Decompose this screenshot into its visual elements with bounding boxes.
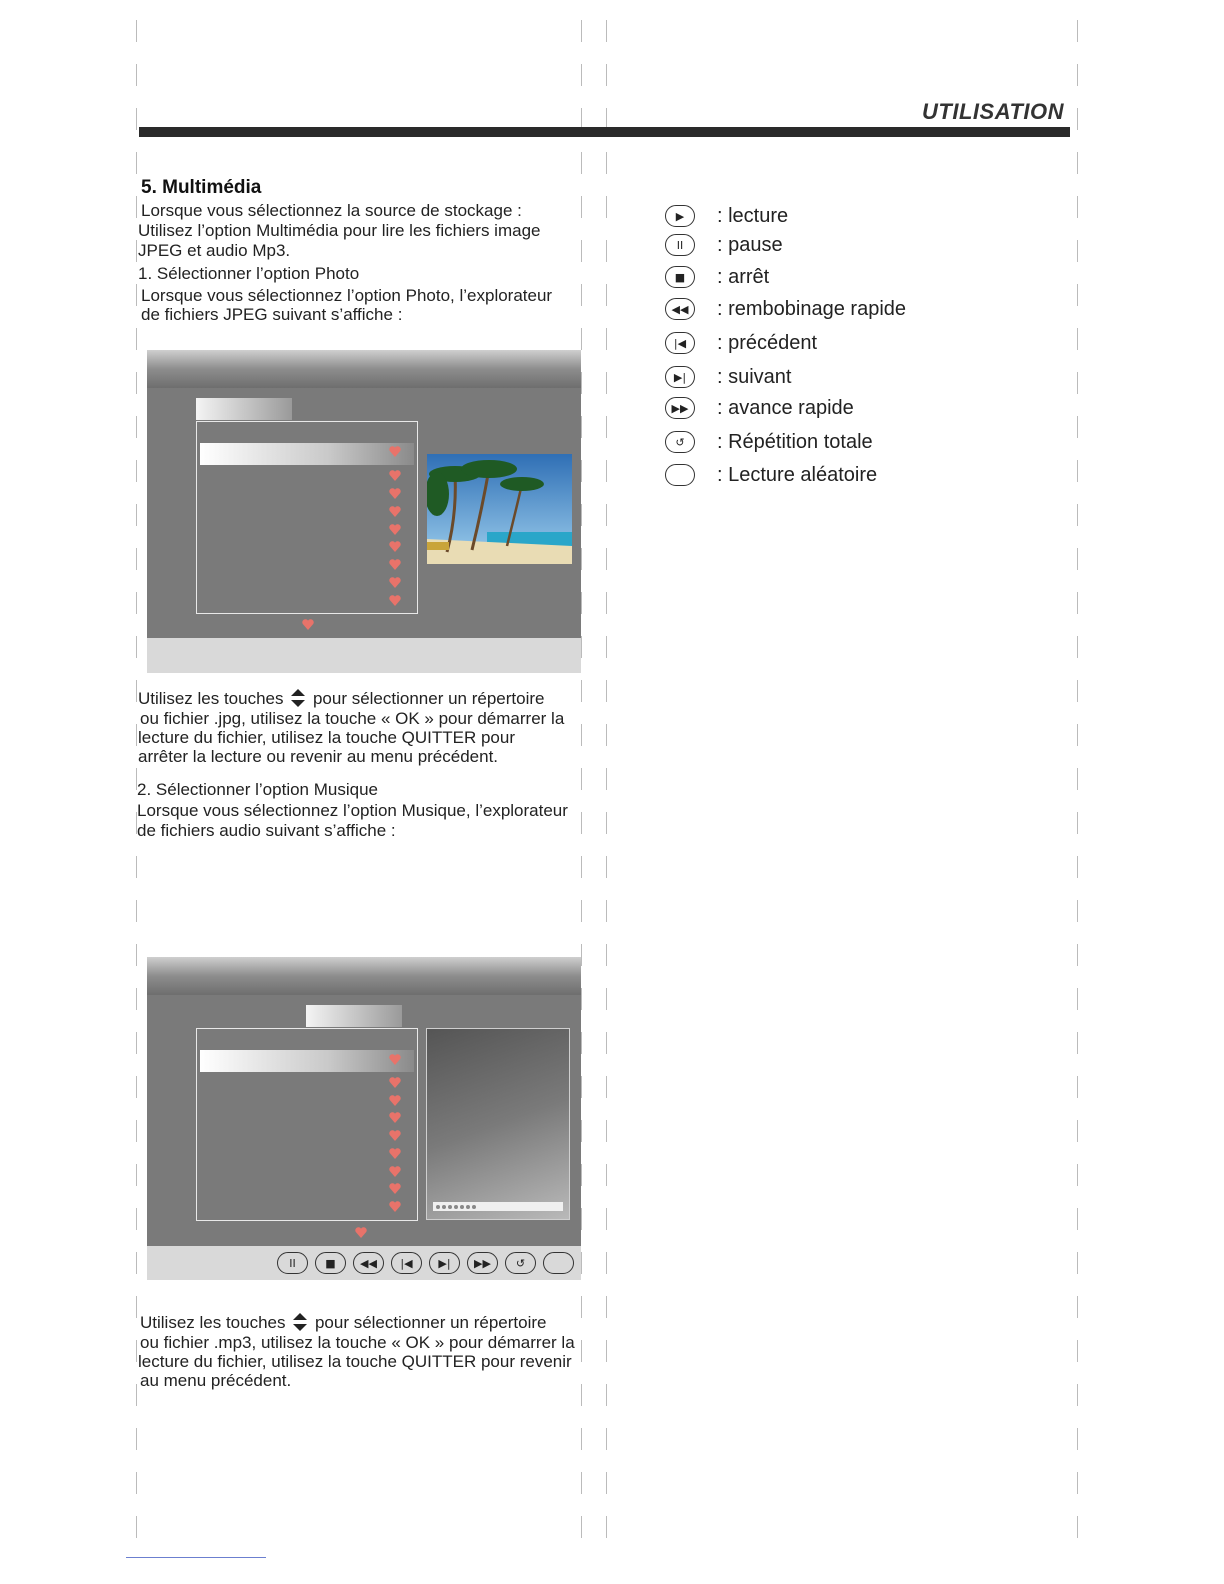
control-legend-row [665, 295, 906, 323]
heart-icon [389, 470, 401, 481]
intro-line-2: Utilisez l’option Multimédia pour lire les fichiers image [138, 221, 541, 240]
photo-desc-line-2: de fichiers JPEG suivant s’affiche : [141, 305, 403, 324]
file-list[interactable] [196, 1028, 418, 1221]
rewind-button[interactable]: ◀◀ [353, 1252, 384, 1274]
up-down-arrows-icon [293, 1313, 307, 1331]
heart-icon [389, 1201, 401, 1212]
control-legend-label: : arrêt [717, 265, 770, 288]
music-heading: 2. Sélectionner l’option Musique [137, 780, 378, 799]
intro-line-1: Lorsque vous sélectionnez la source de stockage : [141, 201, 522, 220]
heart-icon [389, 595, 401, 606]
heart-icon [389, 446, 401, 457]
rewind-icon: ◀◀ [665, 298, 695, 320]
header-rule [139, 127, 1070, 137]
control-legend-label: : Répétition totale [717, 430, 873, 453]
heart-icon [389, 1095, 401, 1106]
music-usage-line-1: Utilisez les touches pour sélectionner un répertoire [140, 1313, 547, 1332]
heart-icon [389, 559, 401, 570]
control-legend-row [665, 263, 769, 291]
control-legend-label: : lecture [717, 204, 789, 227]
footer-link-underline [126, 1557, 266, 1558]
music-desc-line-2: de fichiers audio suivant s’affiche : [137, 821, 396, 840]
control-legend-label: : Lecture aléatoire [717, 463, 878, 486]
folder-tab [306, 1005, 402, 1027]
heart-icon [389, 1130, 401, 1141]
folder-tab [196, 398, 292, 420]
photo-usage-line-1: Utilisez les touches pour sélectionner un répertoire [138, 689, 545, 708]
file-list[interactable] [196, 421, 418, 614]
screen-control-bar [147, 1246, 581, 1280]
music-desc-line-1: Lorsque vous sélectionnez l’option Musique, l’explorateur [137, 801, 568, 820]
photo-desc-line-1: Lorsque vous sélectionnez l’option Photo, l’explorateur [141, 286, 553, 305]
shuffle-icon [665, 464, 695, 486]
heart-icon [389, 1077, 401, 1088]
control-legend-label: : avance rapide [717, 396, 854, 419]
control-legend-label: : suivant [717, 365, 792, 388]
control-legend-row [665, 231, 783, 259]
heart-icon [389, 524, 401, 535]
section-title: 5. Multimédia [141, 177, 262, 198]
play-icon: ▶ [665, 205, 695, 227]
music-usage-line-3: lecture du fichier, utilisez la touche QUITTER pour revenir [138, 1352, 572, 1371]
margin-guide-center-left [581, 20, 582, 1550]
screen-title-bar [147, 957, 581, 995]
control-legend-row [665, 329, 817, 357]
up-down-arrows-icon [291, 689, 305, 707]
control-legend-row [665, 428, 873, 456]
previous-icon: |◀ [665, 332, 695, 354]
control-legend-row [665, 363, 791, 391]
shuffle-button[interactable] [543, 1252, 574, 1274]
photo-heading: 1. Sélectionner l’option Photo [138, 264, 360, 283]
photo-usage-line-3: lecture du fichier, utilisez la touche QUITTER pour [138, 728, 515, 747]
repeat-all-button[interactable]: ↺ [505, 1252, 536, 1274]
heart-icon [389, 1166, 401, 1177]
playback-progress-bar [433, 1202, 563, 1211]
heart-icon [355, 1227, 367, 1238]
next-icon: ▶| [665, 366, 695, 388]
heart-icon [389, 506, 401, 517]
heart-icon [389, 1148, 401, 1159]
control-legend-label: : précédent [717, 331, 818, 354]
photo-preview [427, 454, 572, 564]
control-legend-row [665, 461, 877, 489]
margin-guide-center-right [606, 20, 607, 1550]
music-usage-line-4: au menu précédent. [140, 1371, 292, 1390]
pause-icon: II [665, 234, 695, 256]
page-header-title: UTILISATION [922, 99, 1064, 124]
photo-usage-line-4: arrêter la lecture ou revenir au menu précédent. [138, 747, 499, 766]
margin-guide-right [1077, 20, 1078, 1550]
file-list-selected-row[interactable] [200, 1050, 414, 1072]
screen-status-bar [147, 638, 581, 673]
heart-icon [389, 577, 401, 588]
photo-browser-screen [147, 350, 581, 673]
stop-icon: ■ [665, 266, 695, 288]
screen-title-bar [147, 350, 581, 388]
heart-icon [389, 1112, 401, 1123]
intro-line-3: JPEG et audio Mp3. [138, 241, 291, 260]
previous-button[interactable]: |◀ [391, 1252, 422, 1274]
heart-icon [389, 488, 401, 499]
heart-icon [302, 619, 314, 630]
photo-usage-line-2: ou fichier .jpg, utilisez la touche « OK » pour démarrer la [140, 709, 565, 728]
control-legend-row [665, 202, 788, 230]
fast-forward-icon: ▶▶ [665, 397, 695, 419]
control-legend-label: : rembobinage rapide [717, 297, 907, 320]
heart-icon [389, 541, 401, 552]
heart-icon [389, 1054, 401, 1065]
heart-icon [389, 1183, 401, 1194]
file-list-selected-row[interactable] [200, 443, 414, 465]
music-browser-screen [147, 957, 581, 1280]
fast-forward-button[interactable]: ▶▶ [467, 1252, 498, 1274]
stop-button[interactable]: ■ [315, 1252, 346, 1274]
control-legend-row [665, 394, 854, 422]
next-button[interactable]: ▶| [429, 1252, 460, 1274]
repeat-all-icon: ↺ [665, 431, 695, 453]
music-info-panel [426, 1028, 570, 1220]
pause-button[interactable]: II [277, 1252, 308, 1274]
control-legend-label: : pause [717, 233, 783, 256]
music-usage-line-2: ou fichier .mp3, utilisez la touche « OK » pour démarrer la [140, 1333, 575, 1352]
